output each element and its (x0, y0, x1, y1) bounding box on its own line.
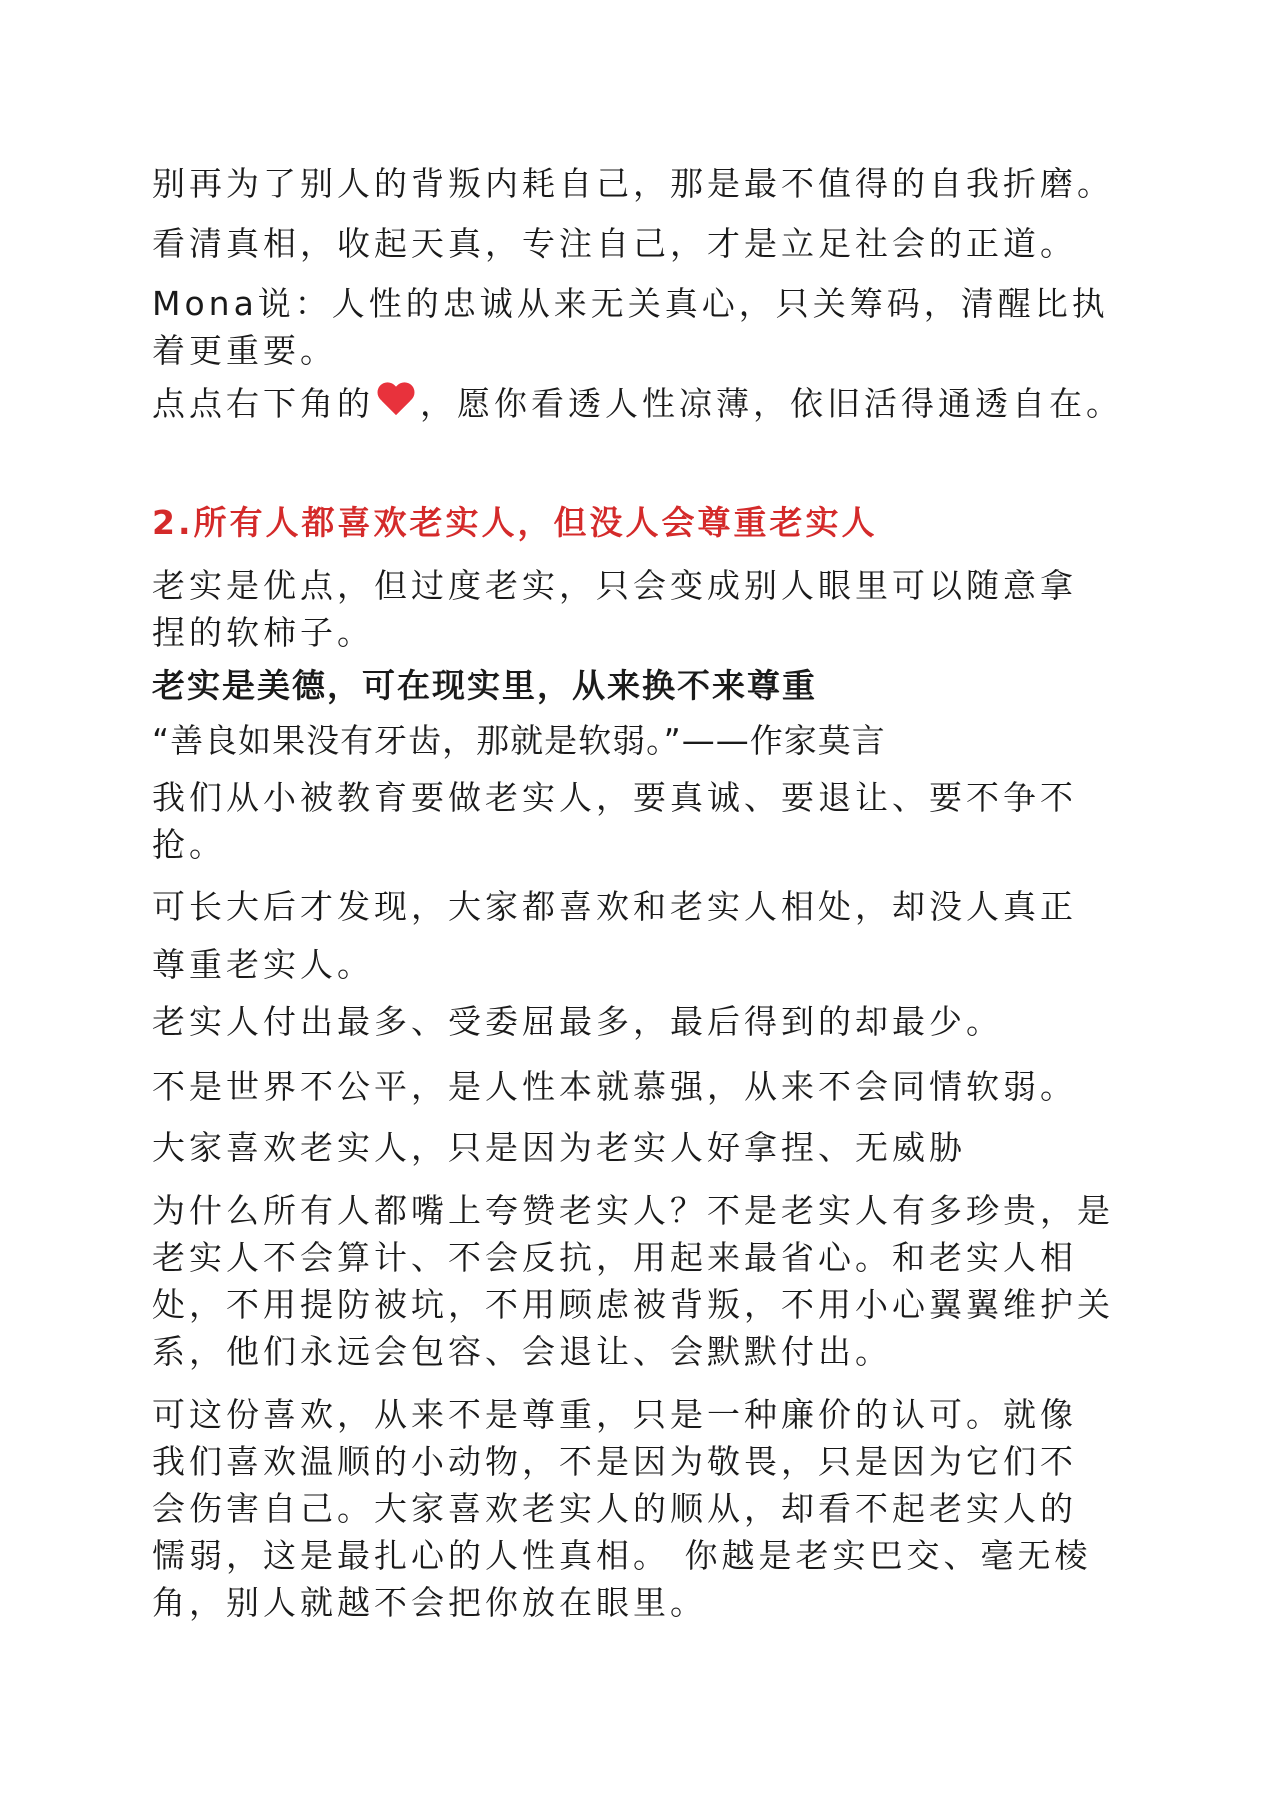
paragraph-8: 大家喜欢老实人，只是因为老实人好拿捏、无威胁 (152, 1128, 966, 1167)
paragraph-3: 老实是优点，但过度老实，只会变成别人眼里可以随意拿捏的软柿子。 (152, 566, 1077, 652)
cta-text-before: 点点右下角的 (152, 384, 374, 423)
paragraph-5: 可长大后才发现，大家都喜欢和老实人相处，却没人真正尊重老实人。 (152, 887, 1077, 984)
section-heading: 2.所有人都喜欢老实人，但没人会尊重老实人 (152, 503, 878, 542)
article-body (152, 152, 1132, 1626)
paragraph-6: 老实人付出最多、受委屈最多，最后得到的却最少。 (152, 1002, 1003, 1041)
bold-subheading: 老实是美德，可在现实里，从来换不来尊重 (152, 666, 817, 705)
paragraph-cta (152, 380, 1132, 427)
paragraph-9: 为什么所有人都嘴上夸赞老实人？不是老实人有多珍贵，是老实人不会算计、不会反抗，用起来最省心。和老实人相处，不用提防被坑，不用顾虑被背叛，不用小心翼翼维护关系，他们永远会包容、会退让、会默默付出。 (152, 1191, 1114, 1371)
quote: “善良如果没有牙齿，那就是软弱。”——作家莫言 (152, 721, 886, 760)
paragraph-1: 别再为了别人的背叛内耗自己，那是最不值得的自我折磨。 (152, 164, 1114, 203)
paragraph-7: 不是世界不公平，是人性本就慕强，从来不会同情软弱。 (152, 1067, 1077, 1106)
paragraph-10: 可这份喜欢，从来不是尊重，只是一种廉价的认可。就像我们喜欢温顺的小动物，不是因为敬畏，只是因为它们不会伤害自己。大家喜欢老实人的顺从，却看不起老实人的懦弱，这是最扎心的人性真相。 你越是老实巴交、毫无棱角，别人就越不会把你放在眼里。 (152, 1395, 1092, 1622)
paragraph-2: 看清真相，收起天真，专注自己，才是立足社会的正道。 (152, 224, 1077, 263)
paragraph-4: 我们从小被教育要做老实人，要真诚、要退让、要不争不抢。 (152, 778, 1077, 864)
heart-icon (376, 383, 416, 419)
paragraph-mona: Mona说：人性的忠诚从来无关真心，只关筹码，清醒比执着更重要。 (152, 284, 1109, 370)
cta-text-after: ，愿你看透人性凉薄，依旧活得通透自在。 (420, 384, 1123, 423)
